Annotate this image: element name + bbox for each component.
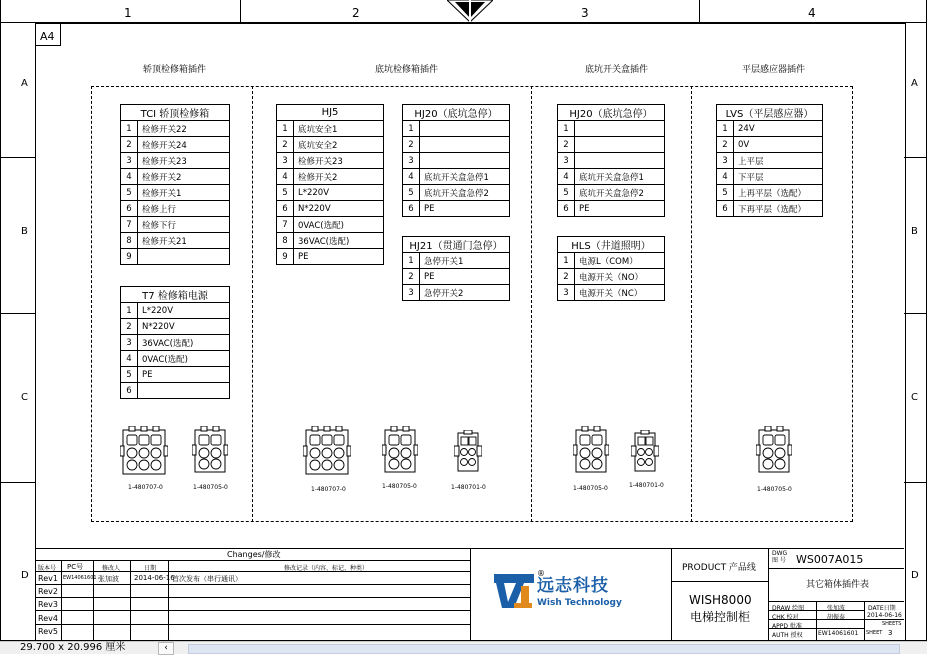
dwg-label: DWG (772, 550, 788, 557)
connector-6pin-icon (382, 426, 418, 474)
connector-6pin-icon (756, 426, 792, 474)
table-hj20-switch: HJ20（底坑急停） 1 2 3 4 底坑开关盒急停1 5 底坑开关盒急停2 6 PE (557, 104, 665, 217)
header-version: 版本号 (38, 565, 57, 572)
tb-line (768, 568, 904, 569)
table-cell: 36VAC(选配) (294, 233, 384, 249)
table-cell (138, 383, 230, 399)
row-label-a-right: A (911, 78, 918, 89)
table-cell: 检修开关24 (138, 137, 230, 153)
tb-line (671, 581, 768, 582)
col-label-1: 1 (124, 6, 132, 20)
table-cell: 0V (734, 137, 823, 153)
connector-6pin-icon (192, 426, 228, 474)
table-cell: 36VAC(选配) (138, 335, 230, 351)
row-label-d-left: D (21, 570, 29, 581)
col-divider (699, 0, 700, 23)
tb-line (864, 601, 865, 640)
table-cell: 检修开关21 (138, 233, 230, 249)
header-person: 修改人 (102, 565, 121, 572)
dashed-divider (252, 86, 253, 522)
table-title: HJ20（底坑急停） (558, 105, 665, 121)
table-cell: PE (138, 367, 230, 383)
table-cell: N*220V (138, 319, 230, 335)
group-title-pit-switch: 底坑开关盒插件 (585, 65, 649, 75)
tb-line (816, 601, 817, 640)
drawing-title: 其它箱体插件表 (806, 580, 870, 590)
sheet-number: 3 (888, 629, 893, 637)
table-cell (575, 153, 665, 169)
row-divider (0, 482, 36, 483)
table-cell: 底坑开关盒急停1 (420, 169, 510, 185)
rev-label: Rev3 (38, 600, 58, 609)
rev1-date: 2014-06-16 (134, 574, 175, 582)
table-cell (420, 153, 510, 169)
logo-chinese-name: 远志科技 (537, 576, 609, 596)
table-cell (420, 137, 510, 153)
table-cell: 电源开关（NO） (575, 269, 665, 285)
table-cell: 电源L（COM） (575, 253, 665, 269)
tb-line (36, 624, 470, 625)
table-title: HJ21（贯通门急停） (403, 237, 510, 253)
scroll-left-button[interactable]: ‹ (158, 642, 174, 655)
tb-line (470, 548, 471, 640)
table-cell: 检修开关22 (138, 121, 230, 137)
connector-9pin-icon (303, 426, 351, 476)
page-dimensions: 29.700 x 20.996 厘米 (20, 642, 126, 653)
table-hj21: HJ21（贯通门急停） 1 急停开关1 2 PE 3 急停开关2 (402, 236, 510, 301)
table-cell: 上平层 (734, 153, 823, 169)
table-cell: PE (294, 249, 384, 265)
table-cell: 底坑开关盒急停2 (575, 185, 665, 201)
tb-line (61, 560, 62, 640)
table-cell (138, 249, 230, 265)
table-cell: 底坑安全1 (294, 121, 384, 137)
product-label: PRODUCT 产品线 (682, 563, 756, 573)
table-cell: 急停开关1 (420, 253, 510, 269)
table-cell (575, 121, 665, 137)
tb-line (768, 601, 904, 602)
tb-line (671, 548, 672, 640)
viewer-status-bar (0, 641, 927, 654)
table-title: LVS（平层感应器） (717, 105, 823, 121)
rev1-pc: EW14061601 (63, 575, 97, 581)
tb-line (93, 560, 94, 640)
col-divider (240, 0, 241, 23)
row-divider (904, 157, 927, 158)
row-label-c-left: C (21, 392, 28, 403)
row-label-c-right: C (911, 392, 918, 403)
header-record: 修改记录（内容、标记、种类） (284, 565, 369, 572)
group-title-car-top: 轿顶检修箱插件 (143, 65, 207, 75)
sheet-size-label: A4 (40, 30, 55, 43)
row-divider (0, 157, 36, 158)
row-divider (904, 313, 927, 314)
date-label: DATE日期 (868, 605, 896, 612)
col-label-2: 2 (352, 6, 360, 20)
col-label-3: 3 (581, 6, 589, 20)
row-label-b-left: B (21, 226, 28, 237)
table-cell: 急停开关2 (420, 285, 510, 301)
table-cell: 底坑安全2 (294, 137, 384, 153)
table-title: HJ5 (277, 105, 384, 121)
table-cell: 电源开关（NC） (575, 285, 665, 301)
table-cell: 检修开关23 (294, 153, 384, 169)
row-label-b-right: B (911, 226, 918, 237)
chk-label: CHK 校对 (772, 614, 799, 621)
table-cell: 底坑开关盒急停1 (575, 169, 665, 185)
table-cell: L*220V (294, 185, 384, 201)
connector-part-label: 1-480701-0 (451, 484, 486, 491)
table-cell: PE (420, 269, 510, 285)
header-date: 日期 (144, 565, 157, 572)
table-hj20-pit: HJ20（底坑急停） 1 2 3 4 底坑开关盒急停1 5 底坑开关盒急停2 6 PE (402, 104, 510, 217)
dashed-divider (691, 86, 692, 522)
row-divider (0, 313, 36, 314)
col-label-4: 4 (808, 6, 816, 20)
table-cell: PE (575, 201, 665, 217)
table-title: TCI 轿顶检修箱 (121, 105, 230, 121)
table-cell: 检修开关1 (138, 185, 230, 201)
table-cell: 检修开关23 (138, 153, 230, 169)
table-cell: 检修上行 (138, 201, 230, 217)
table-cell: 检修开关2 (294, 169, 384, 185)
table-cell: 检修下行 (138, 217, 230, 233)
rev-label: Rev1 (38, 574, 58, 583)
tb-line (768, 548, 769, 640)
table-cell: L*220V (138, 303, 230, 319)
table-cell (575, 137, 665, 153)
auth-number: EW14061601 (818, 630, 859, 637)
table-cell: 下再平层（选配） (734, 201, 823, 217)
tb-line (168, 560, 169, 640)
product-name: WISH8000 (689, 593, 752, 607)
wish-logo-icon (494, 570, 534, 610)
table-cell: 0VAC(选配) (294, 217, 384, 233)
tb-line (36, 584, 470, 585)
connector-9pin-icon (120, 426, 168, 476)
table-lvs: LVS（平层感应器） 1 24V 2 0V 3 上平层 4 下平层 5 上再平层（选配） 6 下再平层（选配） (716, 104, 823, 217)
draw-label: DRAW 绘图 (772, 605, 805, 612)
tb-line (36, 610, 470, 611)
connector-3x2pin-icon (631, 430, 659, 474)
rev1-person: 张加波 (98, 575, 119, 583)
table-t7: T7 检修箱电源 1 L*220V 2 N*220V 3 36VAC(选配) 4 0VAC(选配) 5 PE 6 (120, 286, 230, 399)
tb-line (36, 560, 470, 561)
row-label-d-right: D (911, 570, 919, 581)
table-cell: 24V (734, 121, 823, 137)
dwg-label-cn: 图 号 (772, 557, 786, 564)
draw-name: 张加波 (827, 605, 846, 612)
table-title: HLS（井道照明） (558, 237, 665, 253)
logo-registered-mark: ® (537, 569, 545, 578)
date-value: 2014-06-16 (867, 612, 902, 619)
connector-part-label: 1-480707-0 (311, 486, 346, 493)
table-title: T7 检修箱电源 (121, 287, 230, 303)
rev1-record: 首次发布（串行通讯） (172, 575, 242, 583)
dashed-divider (531, 86, 532, 522)
tb-line (130, 560, 131, 640)
connector-part-label: 1-480705-0 (757, 486, 792, 493)
connector-6pin-icon (573, 426, 609, 474)
connector-3x2pin-icon (454, 430, 482, 474)
table-cell: 下平层 (734, 169, 823, 185)
connector-part-label: 1-480707-0 (128, 484, 163, 491)
table-tci: TCI 轿顶检修箱 1 检修开关22 2 检修开关24 3 检修开关23 4 检修开关2 5 检修开关1 6 检修上行 7 检修下行 8 检修开关21 9 (120, 104, 230, 265)
auth-label: AUTH 授权 (772, 632, 803, 639)
drawing-number: WS007A015 (796, 553, 864, 566)
sheet-label: SHEET (866, 630, 883, 636)
header-pc: PC号 (67, 563, 84, 571)
tb-line (36, 597, 470, 598)
group-title-leveling: 平层感应器插件 (742, 65, 806, 75)
table-hls: HLS（井道照明） 1 电源L（COM） 2 电源开关（NO） 3 电源开关（NC） (557, 236, 665, 301)
connector-part-label: 1-480701-0 (629, 482, 664, 489)
row-label-a-left: A (21, 78, 28, 89)
sheets-label: SHEETS (882, 621, 902, 627)
table-title: HJ20（底坑急停） (403, 105, 510, 121)
connector-part-label: 1-480705-0 (573, 485, 608, 492)
row-divider (904, 482, 927, 483)
rev-label: Rev2 (38, 587, 58, 596)
appd-label: APPD 批准 (772, 623, 802, 630)
table-cell: 检修开关2 (138, 169, 230, 185)
table-hj5: HJ5 1 底坑安全1 2 底坑安全2 3 检修开关23 4 检修开关2 5 L*220V 6 N*220V 7 0VAC(选配) 8 36VAC(选配) 9 PE (276, 104, 384, 265)
table-cell: N*220V (294, 201, 384, 217)
table-cell: 底坑开关盒急停2 (420, 185, 510, 201)
center-marker-icon (447, 0, 493, 23)
chk-name: 胡振泰 (827, 614, 846, 621)
rev-label: Rev4 (38, 614, 58, 623)
changes-title: Changes/修改 (227, 550, 281, 559)
connector-part-label: 1-480705-0 (193, 484, 228, 491)
rev-label: Rev5 (38, 627, 58, 636)
table-cell: 上再平层（选配） (734, 185, 823, 201)
table-cell: 0VAC(选配) (138, 351, 230, 367)
table-cell (420, 121, 510, 137)
connector-part-label: 1-480705-0 (382, 483, 417, 490)
table-cell: PE (420, 201, 510, 217)
product-chinese: 电梯控制柜 (690, 610, 751, 624)
logo-english-name: Wish Technology (537, 598, 622, 608)
group-title-pit-box: 底坑检修箱插件 (375, 65, 439, 75)
